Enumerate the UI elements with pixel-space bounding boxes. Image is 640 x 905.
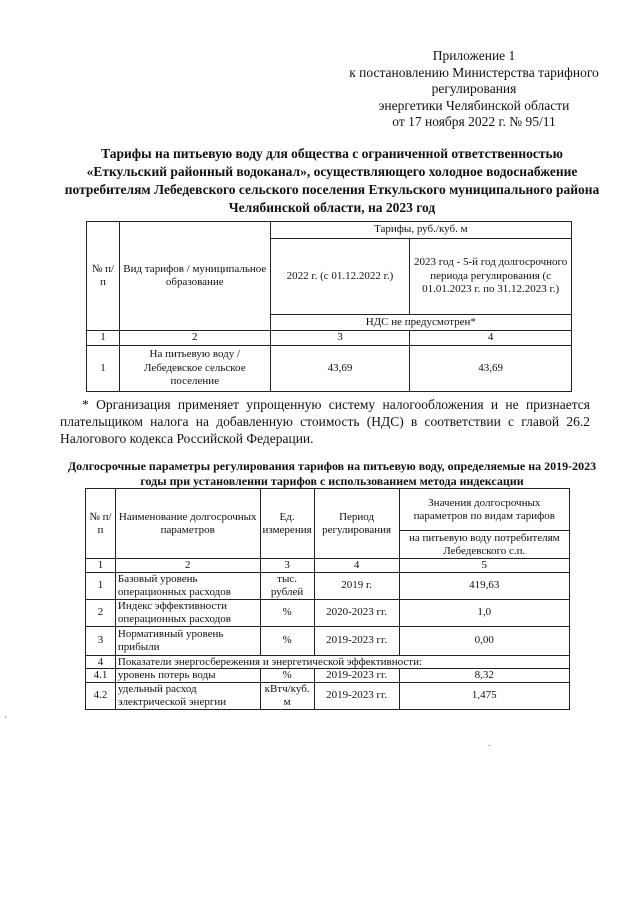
scan-speck: ' [5, 715, 7, 726]
header-values: Значения долгосрочных параметров по видам тарифов [399, 489, 569, 531]
scan-speck: . [488, 738, 491, 749]
params-title: Долгосрочные параметры регулирования тарифов на питьевую воду, определяемые на 2019-2023 годы при установлении тарифов с использованием метода индексации [67, 459, 597, 488]
row-name: уровень потерь воды [115, 669, 260, 683]
table-section-row [86, 655, 570, 669]
row-value: 8,32 [399, 669, 569, 683]
params-table [85, 488, 570, 710]
col-index: 2 [119, 331, 270, 346]
row-name: Индекс эффективности операционных расходов [115, 599, 260, 626]
row-period: 2019 г. [314, 572, 399, 599]
footnote: * Организация применяет упрощенную систему налогообложения и не признается плательщиком налога на добавленную стоимость (НДС) в соответствии с главой 26.2 Налогового кодекса Российской Федерации. [60, 397, 590, 446]
header-tariffs: Тарифы, руб./куб. м [270, 222, 571, 239]
row-num: 4.1 [86, 669, 116, 683]
table-row [86, 572, 570, 599]
row-period: 2020-2023 гг. [314, 599, 399, 626]
row-period: 2019-2023 гг. [314, 626, 399, 655]
row-name: Базовый уровень операционных расходов [115, 572, 260, 599]
col-index: 4 [410, 331, 572, 346]
table-row [87, 346, 572, 392]
header-param-name: Наименование долгосрочных параметров [115, 489, 260, 559]
row-name: На питьевую воду / Лебедевское сельское поселение [119, 346, 270, 392]
row-value: 1,0 [399, 599, 569, 626]
header-num: № п/п [86, 489, 116, 559]
col-index: 5 [399, 559, 569, 573]
tariffs-title: Тарифы на питьевую воду для общества с ограниченной ответственностью «Еткульский районный водоканал», осуществляющего холодное водоснабжение потребителям Лебедевского сельского поселения Еткульского муниципального района Челябинской области, на 2023 год [64, 146, 600, 215]
header-period: Период регулирования [314, 489, 399, 559]
row-num: 4.2 [86, 682, 116, 709]
col-index: 1 [87, 331, 120, 346]
col-index: 1 [86, 559, 116, 573]
col-index: 3 [270, 331, 410, 346]
row-num: 3 [86, 626, 116, 655]
row-num: 2 [86, 599, 116, 626]
col-index: 2 [115, 559, 260, 573]
header-num: № п/п [87, 222, 120, 331]
appendix-header [318, 48, 630, 131]
table-row [86, 682, 570, 709]
row-name: удельный расход электрической энергии [115, 682, 260, 709]
table-row [86, 669, 570, 683]
row-name: Нормативный уровень прибыли [115, 626, 260, 655]
row-unit: % [260, 669, 314, 683]
table-row [86, 626, 570, 655]
appendix-line: Приложение 1 [432, 48, 516, 63]
tariffs-table [86, 221, 572, 392]
row-period: 2019-2023 гг. [314, 669, 399, 683]
row-unit: кВтч/куб. м [260, 682, 314, 709]
vat-note: НДС не предусмотрен* [270, 315, 571, 331]
row-unit: % [260, 599, 314, 626]
section-name: Показатели энергосбережения и энергетической эффективности: [115, 655, 569, 669]
row-2023: 43,69 [410, 346, 572, 392]
header-tariff-type: Вид тарифов / муниципальное образование [119, 222, 270, 331]
header-unit: Ед. измерения [260, 489, 314, 559]
appendix-line: регулирования [431, 81, 517, 96]
row-unit: тыс. рублей [260, 572, 314, 599]
row-2022: 43,69 [270, 346, 410, 392]
col-index: 4 [314, 559, 399, 573]
appendix-line: от 17 ноября 2022 г. № 95/11 [392, 114, 556, 129]
header-2023: 2023 год - 5-й год долгосрочного периода регулирования (с 01.01.2023 г. по 31.12.2023 г.) [410, 239, 572, 315]
row-value: 419,63 [399, 572, 569, 599]
row-value: 1,475 [399, 682, 569, 709]
row-num: 1 [86, 572, 116, 599]
header-values-sub: на питьевую воду потребителям Лебедевского с.п. [399, 531, 569, 559]
appendix-line: энергетики Челябинской области [378, 97, 570, 113]
col-index: 3 [260, 559, 314, 573]
row-period: 2019-2023 гг. [314, 682, 399, 709]
table-row [86, 599, 570, 626]
row-num: 4 [86, 655, 116, 669]
row-num: 1 [87, 346, 120, 392]
header-2022: 2022 г. (с 01.12.2022 г.) [270, 239, 410, 315]
appendix-line: к постановлению Министерства тарифного [349, 64, 599, 80]
row-unit: % [260, 626, 314, 655]
row-value: 0,00 [399, 626, 569, 655]
